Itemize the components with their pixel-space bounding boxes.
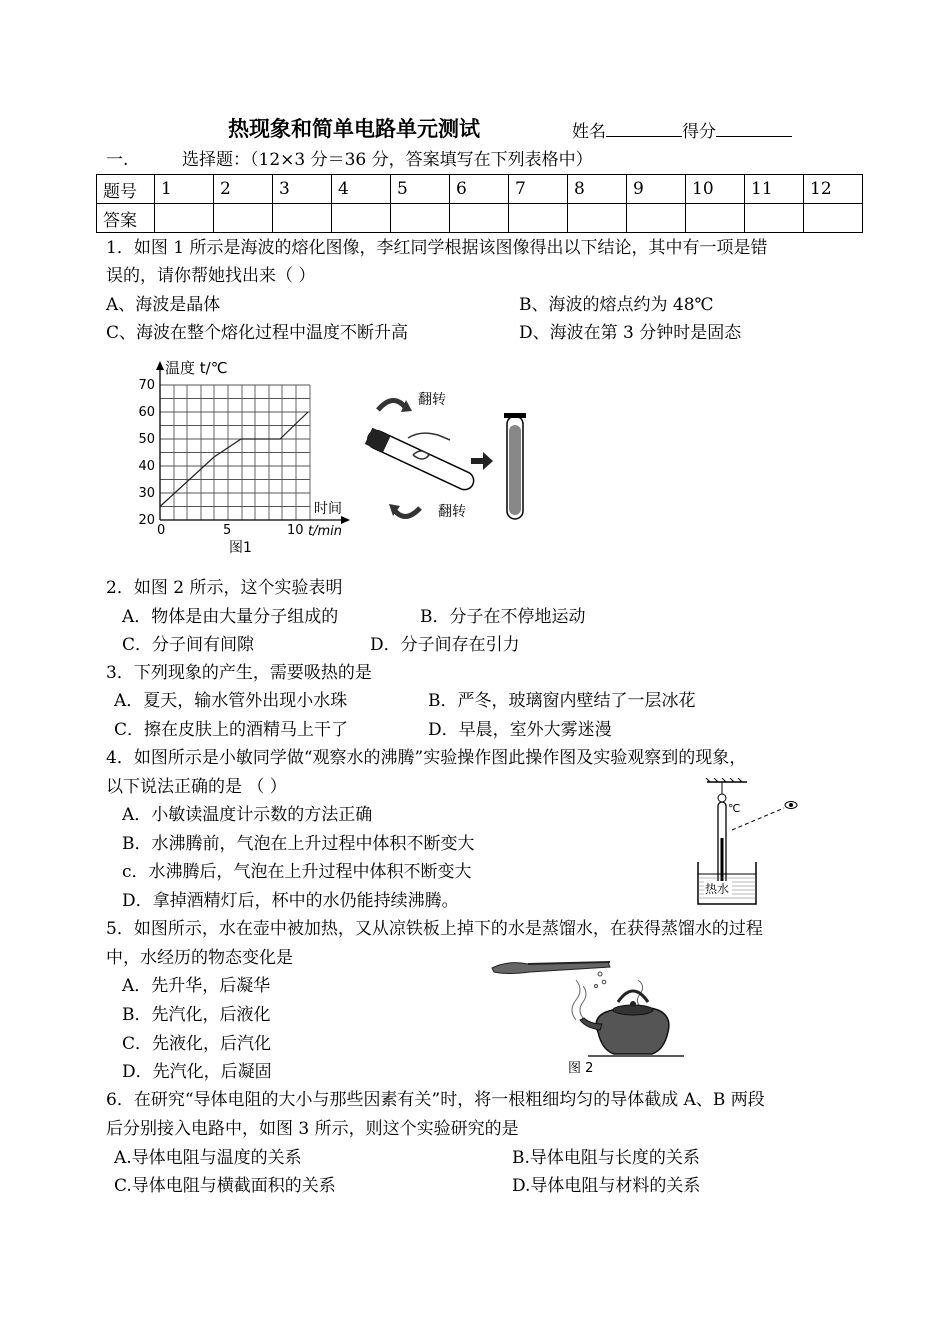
answer-cell[interactable] bbox=[509, 204, 568, 233]
score-label: 得分 bbox=[682, 122, 716, 142]
x-axis-arrow-icon bbox=[341, 516, 350, 524]
q2-option-d: D．分子间存在引力 bbox=[370, 635, 520, 655]
q4-option-d: D．拿掉酒精灯后，杯中的水仍能持续沸腾。 bbox=[122, 891, 459, 911]
boiling-water-figure bbox=[692, 778, 832, 906]
y-tick-label: 70 bbox=[138, 378, 155, 393]
table-row-numbers bbox=[97, 175, 863, 204]
q4-stem-line1: 4．如图所示是小敏同学做“观察水的沸腾”实验操作图此操作图及实验观察到的现象， bbox=[106, 748, 747, 768]
steam bbox=[572, 980, 580, 1020]
q5-option-b: B．先汽化，后液化 bbox=[122, 1005, 271, 1025]
x-axis-label-unit: t/min bbox=[308, 524, 342, 539]
page-title: 热现象和简单电路单元测试 bbox=[228, 117, 480, 141]
kettle-handle bbox=[618, 991, 648, 1002]
answer-cell[interactable] bbox=[450, 204, 509, 233]
beaker-label: 热水 bbox=[705, 882, 730, 896]
q6-stem-line2: 后分别接入电路中，如图 3 所示，则这个实验研究的是 bbox=[106, 1119, 519, 1139]
answer-table bbox=[96, 174, 863, 233]
table-cell-number: 7 bbox=[509, 175, 568, 204]
name-blank[interactable] bbox=[606, 120, 682, 137]
answer-cell[interactable] bbox=[804, 204, 863, 233]
q2-option-b: B．分子在不停地运动 bbox=[420, 607, 586, 627]
answer-cell[interactable] bbox=[568, 204, 627, 233]
table-header-number: 题号 bbox=[97, 175, 155, 204]
q6-option-b: B.导体电阻与长度的关系 bbox=[512, 1148, 700, 1168]
y-axis-arrow-icon bbox=[156, 361, 164, 370]
table-cell-number: 2 bbox=[214, 175, 273, 204]
q4-option-a: A．小敏读温度计示数的方法正确 bbox=[122, 805, 373, 825]
arrow-right-icon bbox=[471, 452, 493, 470]
answer-cell[interactable] bbox=[273, 204, 332, 233]
q4-option-b: B．水沸腾前，气泡在上升过程中体积不断变大 bbox=[122, 834, 475, 854]
x-tick-label: 5 bbox=[223, 523, 232, 538]
table-cell-number: 4 bbox=[332, 175, 391, 204]
name-label: 姓名 bbox=[572, 122, 606, 142]
kettle-figure bbox=[488, 950, 693, 1075]
answer-cell[interactable] bbox=[332, 204, 391, 233]
figure-caption: 图 2 bbox=[568, 1061, 594, 1075]
table-cell-number: 5 bbox=[391, 175, 450, 204]
q6-stem-line1: 6．在研究“导体电阻的大小与那些因素有关”时，将一根粗细均匀的导体截成 A、B 两段 bbox=[106, 1090, 765, 1110]
answer-cell[interactable] bbox=[627, 204, 686, 233]
y-tick-label: 60 bbox=[138, 405, 155, 420]
y-axis-label: 温度 t/℃ bbox=[165, 359, 228, 377]
x-axis-label-time: 时间 bbox=[314, 501, 342, 517]
q3-option-a: A．夏天，输水管外出现小水珠 bbox=[114, 691, 348, 711]
answer-cell[interactable] bbox=[391, 204, 450, 233]
q1-option-a: A、海波是晶体 bbox=[106, 295, 221, 315]
table-cell-number: 9 bbox=[627, 175, 686, 204]
q6-option-a: A.导体电阻与温度的关系 bbox=[114, 1148, 302, 1168]
flip-arrow-top-icon bbox=[378, 400, 406, 410]
y-tick-label: 40 bbox=[138, 459, 155, 474]
q5-option-a: A．先升华，后凝华 bbox=[122, 976, 271, 996]
q3-option-b: B．严冬，玻璃窗内壁结了一层冰花 bbox=[428, 691, 696, 711]
flip-label-top: 翻转 bbox=[418, 392, 446, 408]
q5-option-d: D．先汽化，后凝固 bbox=[122, 1062, 272, 1082]
hand-sketch bbox=[408, 433, 450, 440]
water-drops bbox=[595, 972, 606, 988]
table-cell-number: 12 bbox=[804, 175, 863, 204]
table-cell-number: 3 bbox=[273, 175, 332, 204]
q4-option-c: c．水沸腾后，气泡在上升过程中体积不断变大 bbox=[122, 862, 472, 882]
answer-cell[interactable] bbox=[155, 204, 214, 233]
table-row-answers bbox=[97, 204, 863, 233]
q6-option-c: C.导体电阻与横截面积的关系 bbox=[114, 1176, 336, 1196]
q6-option-d: D.导体电阻与材料的关系 bbox=[512, 1176, 701, 1196]
q1-option-d: D、海波在第 3 分钟时是固态 bbox=[519, 323, 742, 343]
q1-option-c: C、海波在整个熔化过程中温度不断升高 bbox=[106, 323, 409, 343]
q5-stem-line1: 5．如图所示，水在壶中被加热，又从凉铁板上掉下的水是蒸馏水，在获得蒸馏水的过程 bbox=[106, 919, 763, 939]
figure-caption: 图1 bbox=[229, 540, 252, 556]
q1-stem-line1: 1．如图 1 所示是海波的熔化图像，李红同学根据该图像得出以下结论，其中有一项是错 bbox=[106, 238, 768, 258]
q5-stem-line2: 中，水经历的物态变化是 bbox=[106, 948, 293, 968]
answer-cell[interactable] bbox=[686, 204, 745, 233]
q5-option-c: C．先液化，后汽化 bbox=[122, 1034, 272, 1054]
table-cell-number: 6 bbox=[450, 175, 509, 204]
q2-option-c: C．分子间有间隙 bbox=[122, 635, 255, 655]
y-tick-label: 50 bbox=[138, 432, 155, 447]
q3-option-c: C．擦在皮肤上的酒精马上干了 bbox=[114, 720, 349, 740]
q1-option-b: B、海波的熔点约为 48℃ bbox=[519, 295, 714, 315]
answer-cell[interactable] bbox=[214, 204, 273, 233]
q1-stem-line2: 误的，请你帮她找出来（ ） bbox=[106, 266, 316, 286]
melting-graph-figure bbox=[128, 355, 360, 560]
thermometer-unit: ℃ bbox=[728, 802, 741, 815]
melting-curve bbox=[160, 412, 308, 507]
tilted-test-tube bbox=[365, 428, 477, 493]
section-heading: 选择题：（12×3 分＝36 分，答案填写在下列表格中） bbox=[182, 150, 593, 170]
y-tick-label: 20 bbox=[138, 513, 155, 528]
table-header-answer: 答案 bbox=[97, 204, 155, 233]
x-tick-label: 0 bbox=[157, 523, 166, 538]
q3-option-d: D．早晨，室外大雾迷漫 bbox=[428, 720, 612, 740]
q2-stem: 2．如图 2 所示，这个实验表明 bbox=[106, 578, 343, 598]
name-score-fields bbox=[572, 120, 792, 142]
q4-stem-line2: 以下说法正确的是 （ ） bbox=[106, 777, 287, 797]
table-cell-number: 10 bbox=[686, 175, 745, 204]
q3-stem: 3．下列现象的产生，需要吸热的是 bbox=[106, 663, 372, 683]
flip-label-bottom: 翻转 bbox=[438, 504, 466, 520]
y-tick-label: 30 bbox=[138, 486, 155, 501]
flip-tube-figure bbox=[358, 380, 538, 525]
table-cell-number: 11 bbox=[745, 175, 804, 204]
section-number: 一. bbox=[106, 150, 129, 170]
table-cell-number: 1 bbox=[155, 175, 214, 204]
score-blank[interactable] bbox=[716, 120, 792, 137]
q2-option-a: A．物体是由大量分子组成的 bbox=[122, 607, 339, 627]
answer-cell[interactable] bbox=[745, 204, 804, 233]
table-cell-number: 8 bbox=[568, 175, 627, 204]
x-tick-label: 10 bbox=[287, 523, 304, 538]
